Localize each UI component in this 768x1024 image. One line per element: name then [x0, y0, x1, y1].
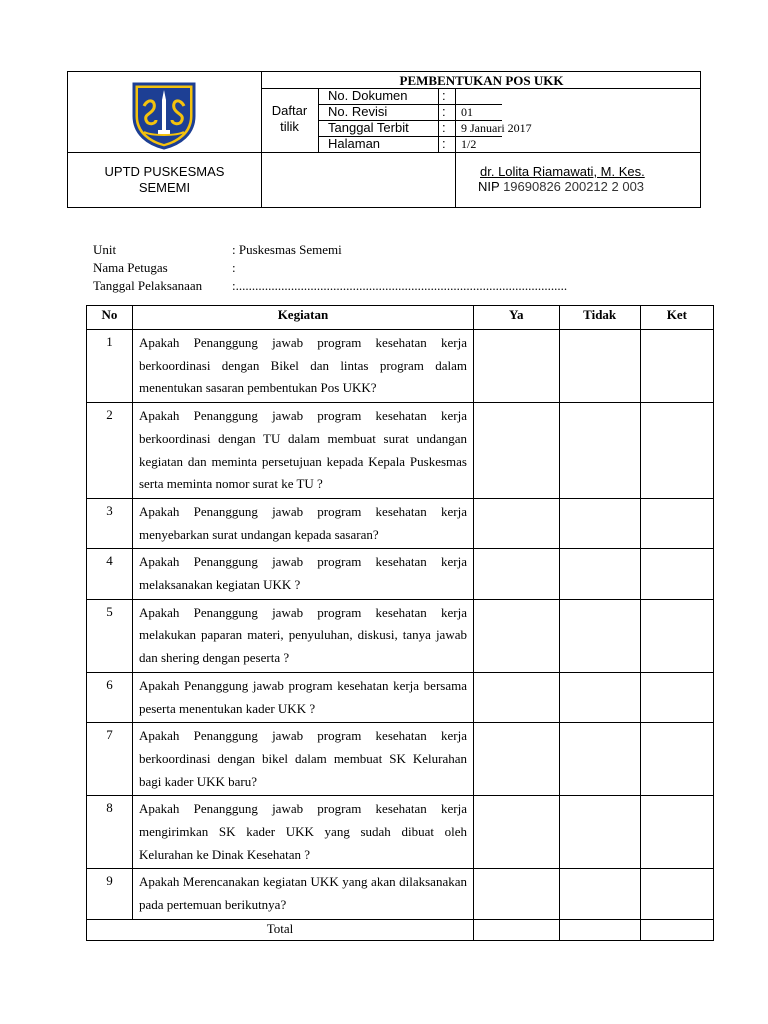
- signer-name: dr. Lolita Riamawati, M. Kes.: [480, 164, 645, 179]
- field-separator: :: [442, 88, 446, 103]
- signer-nip-label: NIP: [478, 179, 500, 194]
- ket-cell[interactable]: [640, 723, 713, 796]
- tidak-cell[interactable]: [559, 869, 640, 919]
- table-row: [87, 723, 714, 796]
- total-row: [87, 919, 714, 940]
- header-divider: [261, 88, 700, 89]
- header-divider: [261, 72, 262, 207]
- table-row: [87, 869, 714, 919]
- row-number: 1: [87, 330, 133, 403]
- tidak-cell[interactable]: [559, 498, 640, 548]
- checklist-table: [86, 305, 714, 941]
- ket-cell[interactable]: [640, 403, 713, 499]
- field-value-no-revisi: 01: [461, 105, 473, 119]
- table-row: [87, 599, 714, 672]
- info-label-tanggal-pelaksanaan: Tanggal Pelaksanaan: [93, 278, 203, 293]
- header-divider: [68, 152, 700, 153]
- ya-cell[interactable]: [474, 403, 560, 499]
- activity-text: Apakah Penanggung jawab program kesehatan kerja menyebarkan surat undangan kepada sasaran?: [132, 498, 473, 548]
- ket-cell[interactable]: [640, 549, 713, 599]
- ket-cell[interactable]: [640, 796, 713, 869]
- field-value-tanggal-terbit: 9 Januari 2017: [461, 121, 532, 135]
- field-label-tanggal-terbit: Tanggal Terbit: [328, 120, 409, 135]
- info-label-nama-petugas: Nama Petugas: [93, 260, 168, 275]
- tidak-cell[interactable]: [559, 796, 640, 869]
- activity-text: Apakah Penanggung jawab program kesehatan kerja melakukan paparan materi, penyuluhan, diskusi, tanya jawab dan shering dengan peserta ?: [132, 599, 473, 672]
- activity-text: Apakah Penanggung jawab program kesehatan kerja bersama peserta menentukan kader UKK ?: [132, 672, 473, 722]
- total-label: Total: [87, 919, 474, 940]
- ket-cell[interactable]: [640, 330, 713, 403]
- activity-text: Apakah Penanggung jawab program kesehatan kerja mengirimkan SK kader UKK yang sudah dibuat oleh Kelurahan ke Dinak Kesehatan ?: [132, 796, 473, 869]
- field-label-halaman: Halaman: [328, 136, 381, 151]
- tidak-cell[interactable]: [559, 330, 640, 403]
- tidak-cell[interactable]: [559, 672, 640, 722]
- daftar-tilik-label: tilik: [280, 119, 299, 134]
- row-number: 7: [87, 723, 133, 796]
- ya-cell[interactable]: [474, 549, 560, 599]
- info-label-unit: Unit: [93, 242, 117, 257]
- ya-cell[interactable]: [474, 498, 560, 548]
- ya-cell[interactable]: [474, 599, 560, 672]
- ket-cell[interactable]: [640, 498, 713, 548]
- activity-text: Apakah Penanggung jawab program kesehatan kerja melaksanakan kegiatan UKK ?: [132, 549, 473, 599]
- row-number: 3: [87, 498, 133, 548]
- ket-cell[interactable]: [640, 599, 713, 672]
- signer-nip: [478, 180, 644, 193]
- activity-text: Apakah Penanggung jawab program kesehatan kerja berkoordinasi dengan bikel dalam membuat SK Kelurahan bagi kader UKK baru?: [132, 723, 473, 796]
- column-header-ket: Ket: [640, 306, 713, 330]
- ya-cell[interactable]: [474, 796, 560, 869]
- ket-cell[interactable]: [640, 672, 713, 722]
- row-number: 8: [87, 796, 133, 869]
- document-title: PEMBENTUKAN POS UKK: [399, 73, 564, 88]
- info-value-nama-petugas: :: [232, 260, 236, 275]
- field-label-no-dokumen: No. Dokumen: [328, 88, 408, 103]
- row-number: 4: [87, 549, 133, 599]
- signer-nip-value: 19690826 200212 2 003: [503, 179, 645, 194]
- activity-text: Apakah Penanggung jawab program kesehatan kerja berkoordinasi dengan Bikel dan lintas program dalam menentukan sasaran pembentukan Pos UKK?: [132, 330, 473, 403]
- header-divider: [438, 88, 439, 152]
- ya-cell[interactable]: [474, 330, 560, 403]
- column-header-tidak: Tidak: [559, 306, 640, 330]
- total-ket-cell[interactable]: [640, 919, 713, 940]
- organization-name: UPTD PUSKESMAS: [104, 164, 225, 179]
- table-row: [87, 796, 714, 869]
- field-separator: :: [442, 136, 446, 151]
- field-separator: :: [442, 104, 446, 119]
- activity-text: Apakah Merencanakan kegiatan UKK yang akan dilaksanakan pada pertemuan berikutnya?: [132, 869, 473, 919]
- document-header: [67, 71, 701, 208]
- total-tidak-cell[interactable]: [559, 919, 640, 940]
- activity-text: Apakah Penanggung jawab program kesehatan kerja berkoordinasi dengan TU dalam membuat surat undangan kegiatan dan meminta persetujuan kepada Kepala Puskesmas serta meminta nomor surat ke TU ?: [132, 403, 473, 499]
- field-value-halaman: 1/2: [461, 137, 477, 151]
- table-row: [87, 672, 714, 722]
- ya-cell[interactable]: [474, 723, 560, 796]
- column-header-kegiatan: Kegiatan: [132, 306, 473, 330]
- row-number: 5: [87, 599, 133, 672]
- row-number: 9: [87, 869, 133, 919]
- tidak-cell[interactable]: [559, 599, 640, 672]
- total-ya-cell[interactable]: [474, 919, 560, 940]
- info-value-tanggal-pelaksanaan: :......................................................................................................: [232, 278, 568, 293]
- table-header-row: [87, 306, 714, 330]
- info-value-unit: : Puskesmas Sememi: [232, 242, 342, 257]
- table-row: [87, 403, 714, 499]
- row-number: 2: [87, 403, 133, 499]
- table-row: [87, 498, 714, 548]
- ket-cell[interactable]: [640, 869, 713, 919]
- column-header-no: No: [87, 306, 133, 330]
- ya-cell[interactable]: [474, 672, 560, 722]
- table-row: [87, 330, 714, 403]
- tidak-cell[interactable]: [559, 549, 640, 599]
- column-header-ya: Ya: [474, 306, 560, 330]
- field-label-no-revisi: No. Revisi: [328, 104, 388, 119]
- tidak-cell[interactable]: [559, 723, 640, 796]
- daftar-tilik-label: Daftar: [271, 103, 308, 118]
- header-divider: [455, 88, 456, 207]
- field-separator: :: [442, 120, 446, 135]
- city-emblem-logo: [130, 80, 198, 150]
- organization-name: SEMEMI: [138, 180, 191, 195]
- table-row: [87, 549, 714, 599]
- tidak-cell[interactable]: [559, 403, 640, 499]
- ya-cell[interactable]: [474, 869, 560, 919]
- row-number: 6: [87, 672, 133, 722]
